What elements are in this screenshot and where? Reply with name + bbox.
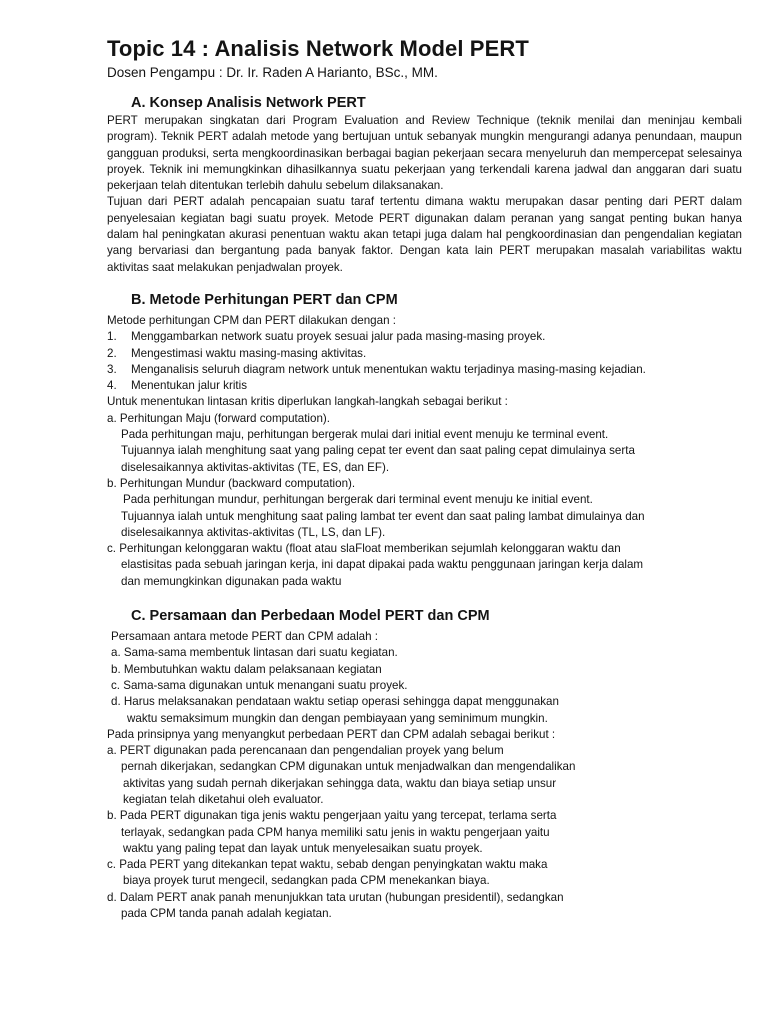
- difference-item: c. Pada PERT yang ditekankan tepat waktu, sebab dengan penyingkatan waktu maka: [107, 858, 548, 872]
- section-a-body: [107, 113, 742, 276]
- similarity-item: a. Sama-sama membentuk lintasan dari suatu kegiatan.: [111, 646, 398, 660]
- similarity-item-cont: waktu semaksimum mungkin dan dengan pembiayaan yang seminimum mungkin.: [127, 711, 548, 725]
- backward-line: Tujuannya ialah untuk menghitung saat paling lambat ter event dan saat paling lambat dimulainya dan: [121, 509, 645, 523]
- similarity-item: b. Membutuhkan waktu dalam pelaksanaan kegiatan: [111, 662, 382, 676]
- forward-line: Pada perhitungan maju, perhitungan bergerak mulai dari initial event menuju ke terminal event.: [121, 428, 609, 442]
- lecturer-line: Dosen Pengampu : Dr. Ir. Raden A Harianto, BSc., MM.: [107, 65, 438, 80]
- difference-item-cont: waktu yang paling tepat dan layak untuk menyelesaikan suatu proyek.: [123, 841, 483, 855]
- list-item: 1. Menggambarkan network suatu proyek sesuai jalur pada masing-masing proyek.: [107, 330, 546, 344]
- similarity-item: d. Harus melaksanakan pendataan waktu setiap operasi sehingga dapat menggunakan: [111, 695, 559, 709]
- forward-line: diselesaikannya aktivitas-aktivitas (TE, ES, dan EF).: [121, 460, 390, 474]
- float-line: dan memungkinkan digunakan pada waktu: [121, 574, 342, 588]
- similarity-item: c. Sama-sama digunakan untuk menangani suatu proyek.: [111, 678, 408, 692]
- list-item: 2. Mengestimasi waktu masing-masing aktivitas.: [107, 346, 367, 360]
- similarities-intro: Persamaan antara metode PERT dan CPM adalah :: [111, 630, 379, 644]
- section-c-body: [107, 629, 742, 922]
- float-line: elastisitas pada sebuah jaringan kerja, ini dapat dipakai pada waktu penggunaan jaringan kerja dalam: [121, 558, 644, 572]
- difference-item: a. PERT digunakan pada perencanaan dan pengendalian proyek yang belum: [107, 744, 504, 758]
- list-item: 3. Menganalisis seluruh diagram network untuk menentukan waktu terjadinya masing-masing kejadian.: [107, 362, 646, 376]
- difference-item-cont: pernah dikerjakan, sedangkan CPM digunakan untuk menjadwalkan dan mengendalikan: [121, 760, 576, 774]
- section-a-paragraph-2: Tujuan dari PERT adalah pencapaian suatu taraf tertentu dimana waktu merupakan dasar penting dari PERT dalam penyelesaian kegiatan bagi suatu proyek. Metode PERT digunakan dalam peranan yang sangat penting bukan hanya dalam hal peningkatan akurasi penentuan waktu akan tetapi juga dalam hal pengkoordinasian dan pengendalian kegiatan yang bervariasi dan bergantung pada banyak faktor. Dengan kata lain PERT merupakan masalah variabilitas waktu aktivitas saat melakukan penjadwalan proyek.: [107, 195, 742, 274]
- difference-item-cont: terlayak, sedangkan pada CPM hanya memiliki satu jenis in waktu pengerjaan yaitu: [121, 825, 550, 839]
- forward-line: Tujuannya ialah menghitung saat yang paling cepat ter event dan saat paling cepat dimulainya serta: [121, 444, 635, 458]
- critical-path-intro: Untuk menentukan lintasan kritis diperlukan langkah-langkah sebagai berikut :: [107, 395, 508, 409]
- section-b-body: [107, 313, 742, 590]
- float-line: c. Perhitungan kelonggaran waktu (float atau slaFloat memberikan sejumlah kelonggaran waktu dan: [107, 542, 621, 556]
- section-c-heading: C. Persamaan dan Perbedaan Model PERT dan CPM: [131, 608, 490, 625]
- difference-item-cont: aktivitas yang sudah pernah dikerjakan sehingga data, waktu dan biaya setiap unsur: [123, 776, 557, 790]
- list-item: 4. Menentukan jalur kritis: [107, 379, 247, 393]
- difference-item-cont: biaya proyek turut mengecil, sedangkan pada CPM menekankan biaya.: [123, 874, 490, 888]
- forward-title: a. Perhitungan Maju (forward computation).: [107, 411, 330, 425]
- section-a-paragraph-1: PERT merupakan singkatan dari Program Evaluation and Review Technique (teknik menilai dan meninjau kembali program). Teknik PERT adalah metode yang bertujuan untuk sebanyak mungkin mengurangi adanya penundaan, maupun gangguan produksi, serta mengkoordinasikan berbagai bagian pekerjaan secara menyeluruh dan mempercepat selesainya proyek. Teknik ini memungkinkan dihasilkannya suatu pekerjaan yang terkendali karena jadwal dan anggaran dari suatu pekerjaan telah ditentukan terlebih dahulu sebelum dilaksanakan.: [107, 114, 742, 193]
- section-a-heading: A. Konsep Analisis Network PERT: [131, 95, 366, 111]
- difference-item: b. Pada PERT digunakan tiga jenis waktu pengerjaan yaitu yang tercepat, terlama serta: [107, 809, 557, 823]
- difference-item-cont: pada CPM tanda panah adalah kegiatan.: [121, 907, 332, 921]
- difference-item-cont: kegiatan telah diketahui oleh evaluator.: [123, 792, 324, 806]
- page-title: Topic 14 : Analisis Network Model PERT: [107, 36, 529, 61]
- differences-intro: Pada prinsipnya yang menyangkut perbedaan PERT dan CPM adalah sebagai berikut :: [107, 727, 556, 741]
- backward-line: Pada perhitungan mundur, perhitungan bergerak dari terminal event menuju ke initial event.: [123, 493, 593, 507]
- section-b-heading: B. Metode Perhitungan PERT dan CPM: [131, 291, 398, 308]
- difference-item: d. Dalam PERT anak panah menunjukkan tata urutan (hubungan presidentil), sedangkan: [107, 890, 564, 904]
- section-b-intro: Metode perhitungan CPM dan PERT dilakukan dengan :: [107, 313, 396, 327]
- backward-line: diselesaikannya aktivitas-aktivitas (TL, LS, dan LF).: [121, 525, 386, 539]
- backward-title: b. Perhitungan Mundur (backward computation).: [107, 476, 356, 490]
